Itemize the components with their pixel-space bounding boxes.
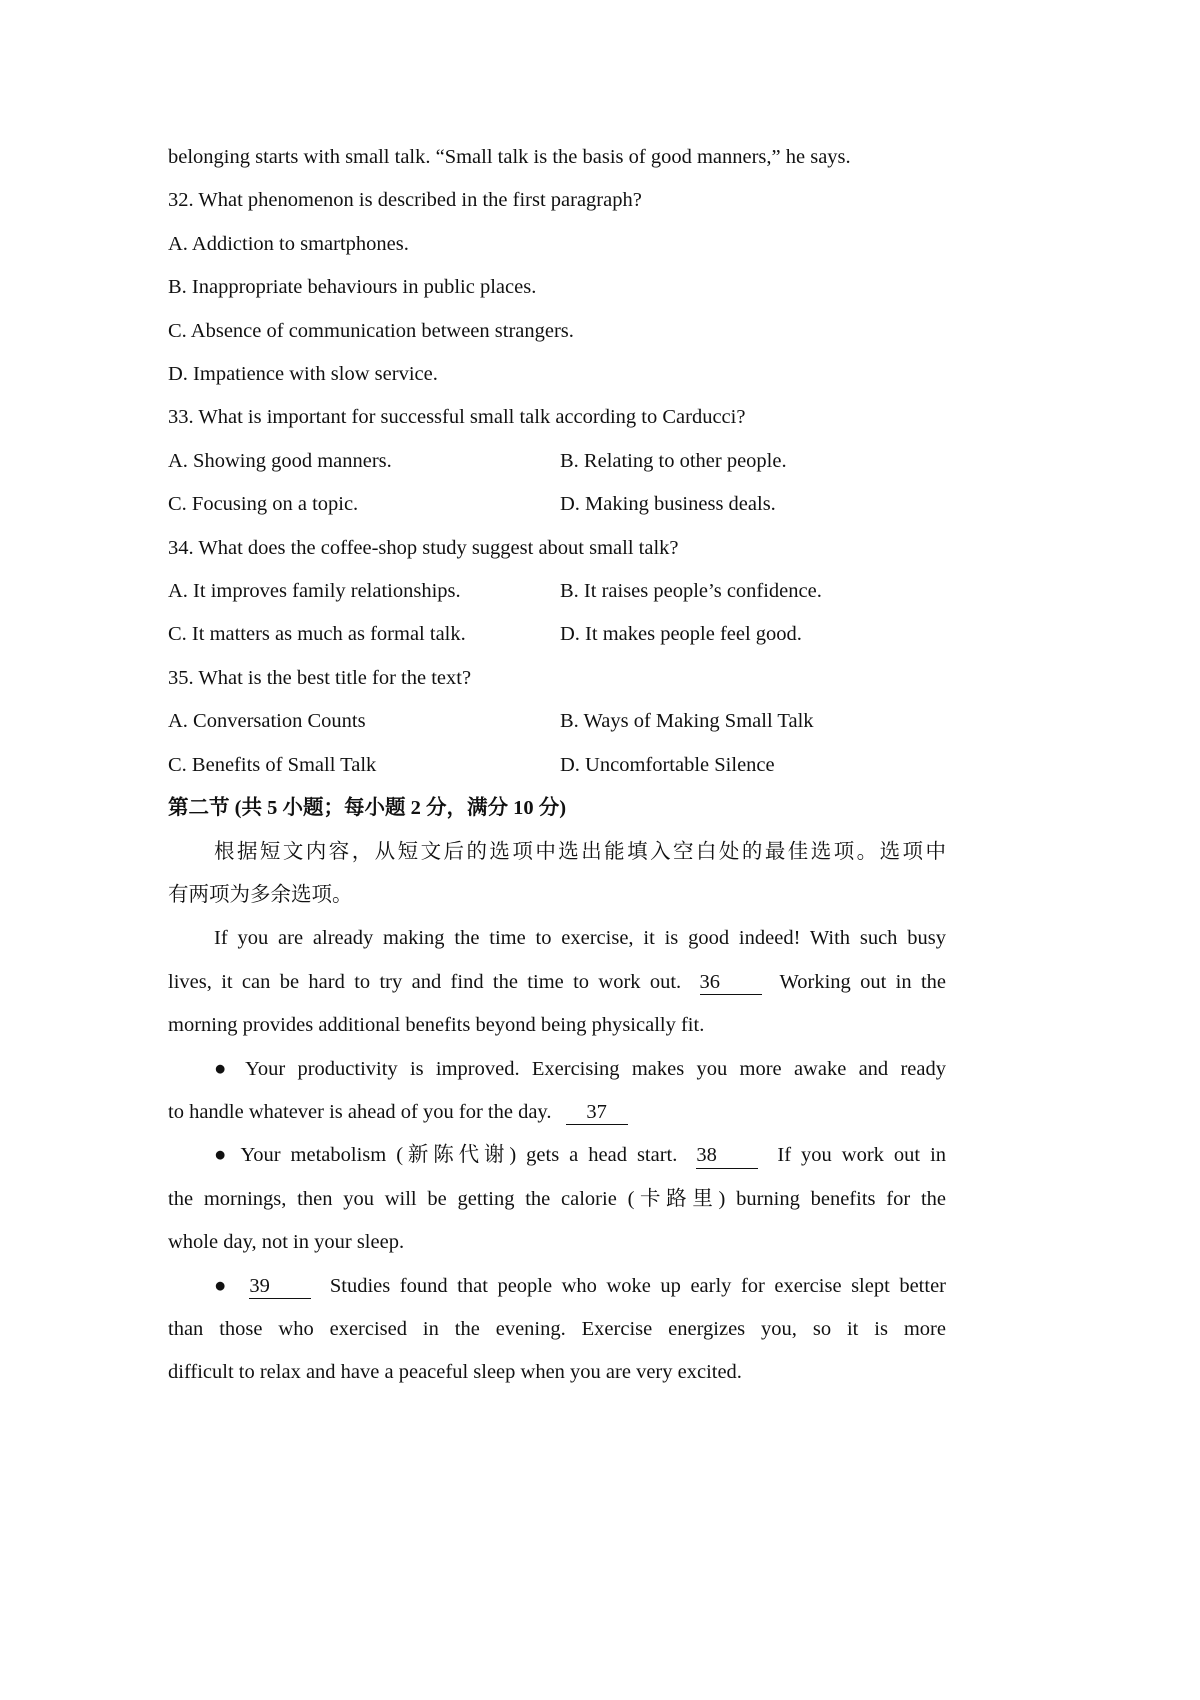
blank-38: 38 [696, 1145, 758, 1169]
bullet-2-line-2: the mornings, then you will be getting the calorie (卡路里) burning benefits for the [168, 1187, 946, 1210]
question-32-stem: 32. What phenomenon is described in the first paragraph? [168, 189, 642, 212]
page-content [168, 136, 946, 1395]
text-segment: ● Your metabolism (新陈代谢) gets a head start. [214, 1144, 678, 1167]
bullet-2-line-1 [168, 1134, 946, 1177]
question-33-stem: 33. What is important for successful small talk according to Carducci? [168, 406, 746, 429]
q33-option-a: A. Showing good manners. [168, 449, 392, 472]
q35-options-row-2 [168, 744, 946, 787]
q35-option-b: B. Ways of Making Small Talk [560, 710, 814, 733]
q32-option-c: C. Absence of communication between strangers. [168, 319, 574, 342]
q35-option-c: C. Benefits of Small Talk [168, 753, 377, 776]
q32-option-a: A. Addiction to smartphones. [168, 232, 409, 255]
q33-options-row-1 [168, 440, 946, 483]
q32-option-d: D. Impatience with slow service. [168, 363, 438, 386]
bullet-3-line-2: than those who exercised in the evening. Exercise energizes you, so it is more [168, 1317, 946, 1340]
q34-options-row-1 [168, 570, 946, 613]
q34-option-c: C. It matters as much as formal talk. [168, 623, 466, 646]
bullet-1-line-2 [168, 1091, 946, 1134]
q33-option-c: C. Focusing on a topic. [168, 493, 359, 516]
bullet-2-line-3: whole day, not in your sleep. [168, 1231, 405, 1254]
text-segment: Working out in the [779, 970, 946, 993]
passage-paragraph-1-line-2 [168, 961, 946, 1004]
q33-option-d: D. Making business deals. [560, 493, 776, 516]
bullet-icon: ● [214, 1274, 231, 1297]
text-segment: to handle whatever is ahead of you for the day. [168, 1100, 552, 1123]
text-segment: If you work out in [777, 1144, 947, 1167]
blank-36: 36 [700, 972, 762, 996]
blank-37: 37 [566, 1102, 628, 1126]
question-34-stem: 34. What does the coffee-shop study suggest about small talk? [168, 536, 679, 559]
section-2-instruction-line-1: 根据短文内容，从短文后的选项中选出能填入空白处的最佳选项。选项中 [214, 840, 946, 863]
text-segment: lives, it can be hard to try and find the time to work out. [168, 970, 682, 993]
section-2-heading: 第二节 (共 5 小题；每小题 2 分，满分 10 分) [168, 797, 567, 820]
q34-option-b: B. It raises people’s confidence. [560, 580, 822, 603]
q35-option-a: A. Conversation Counts [168, 710, 366, 733]
q33-options-row-2 [168, 483, 946, 526]
bullet-3-line-3: difficult to relax and have a peaceful sleep when you are very excited. [168, 1361, 742, 1384]
passage-lead-line: belonging starts with small talk. “Small talk is the basis of good manners,” he says. [168, 146, 851, 168]
text-segment: Studies found that people who woke up early for exercise slept better [329, 1274, 946, 1297]
section-2-instruction-line-2: 有两项为多余选项。 [168, 883, 353, 906]
q33-option-b: B. Relating to other people. [560, 449, 787, 472]
q34-option-a: A. It improves family relationships. [168, 580, 461, 603]
bullet-3-line-1 [168, 1265, 946, 1308]
question-35-stem: 35. What is the best title for the text? [168, 666, 472, 689]
q34-option-d: D. It makes people feel good. [560, 623, 802, 646]
q35-option-d: D. Uncomfortable Silence [560, 753, 775, 776]
passage-paragraph-1-line-1: If you are already making the time to exercise, it is good indeed! With such busy [214, 927, 946, 950]
bullet-1-line-1: ● Your productivity is improved. Exercising makes you more awake and ready [214, 1057, 946, 1080]
q35-options-row-1 [168, 700, 946, 743]
q34-options-row-2 [168, 613, 946, 656]
passage-paragraph-1-line-3: morning provides additional benefits beyond being physically fit. [168, 1014, 705, 1037]
blank-39: 39 [249, 1276, 311, 1300]
q32-option-b: B. Inappropriate behaviours in public places. [168, 276, 537, 299]
